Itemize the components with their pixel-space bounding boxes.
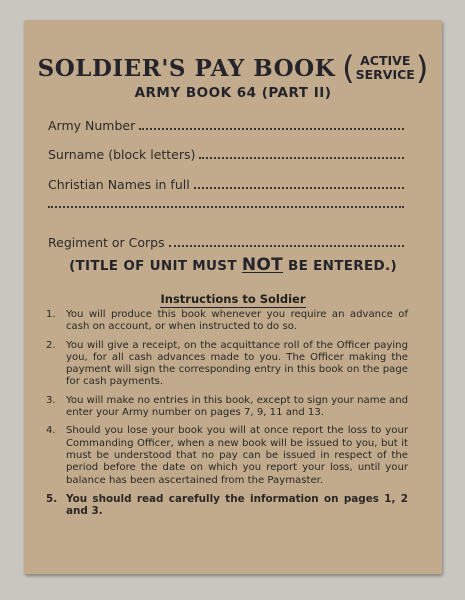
army-number-field[interactable] [48, 118, 404, 133]
surname-label: Surname (block letters) [48, 147, 196, 162]
instruction-number: 1. [46, 309, 56, 320]
title-service-tag [342, 49, 429, 87]
title-side-line2: SERVICE [355, 67, 415, 82]
title-paren-close: ) [415, 49, 429, 87]
unit-title-warning [24, 255, 442, 275]
instruction-text: You should read carefully the information on pages 1, 2 and 3. [66, 492, 408, 518]
instruction-number: 2. [46, 339, 56, 351]
dotted-line [48, 206, 404, 208]
surname-field[interactable] [48, 147, 404, 162]
instruction-item [46, 309, 408, 334]
instruction-text: You will give a receipt, on the acquittance roll of the Officer paying you, for all cash advances made to you. The Officer making the payment will sign the corresponding entry in this book on the page for cash payments. [66, 339, 408, 388]
warning-text-after: BE ENTERED.) [283, 258, 397, 274]
instruction-number: 5. [46, 492, 58, 505]
instruction-item [46, 340, 408, 389]
warning-emphasis: NOT [241, 255, 284, 275]
page-title: SOLDIER'S PAY BOOK [37, 54, 336, 82]
christian-names-label: Christian Names in full [48, 177, 190, 192]
dotted-line [169, 245, 404, 247]
instructions-heading-text: Instructions to Soldier [160, 292, 306, 306]
title-paren-open: ( [342, 49, 355, 87]
christian-names-field[interactable] [48, 177, 404, 192]
title-side-line1: ACTIVE [360, 53, 411, 68]
dotted-line [194, 187, 404, 189]
regiment-field[interactable] [48, 235, 404, 250]
dotted-line [139, 128, 404, 130]
instruction-item [46, 395, 408, 420]
instruction-item [46, 425, 408, 486]
instruction-number: 4. [46, 425, 56, 437]
instruction-number: 3. [46, 394, 56, 406]
warning-text-before: (TITLE OF UNIT MUST [69, 258, 242, 274]
pay-book-cover [24, 20, 442, 574]
instructions-list [46, 309, 408, 523]
army-number-label: Army Number [48, 118, 136, 133]
instruction-text: You will make no entries in this book, except to sign your name and enter your Army number on pages 7, 9, 11 and 13. [66, 394, 408, 419]
instructions-heading [24, 288, 442, 307]
instruction-text: Should you lose your book you will at once report the loss to your Commanding Officer, when a new book will be issued to you, but it must be understood that no pay can be issued in respect of the period before the date on which you report your loss, until your balance has been ascertained from the Paymaster. [66, 425, 408, 486]
instruction-text: You will produce this book whenever you require an advance of cash on account, or when instructed to do so. [66, 309, 408, 333]
instruction-item [46, 493, 408, 518]
christian-names-continuation-field[interactable] [48, 206, 404, 211]
title-service-text [356, 54, 415, 82]
dotted-line [199, 157, 404, 159]
title-row [24, 49, 442, 87]
regiment-label: Regiment or Corps [48, 235, 165, 250]
subtitle: ARMY BOOK 64 (PART II) [134, 85, 332, 101]
